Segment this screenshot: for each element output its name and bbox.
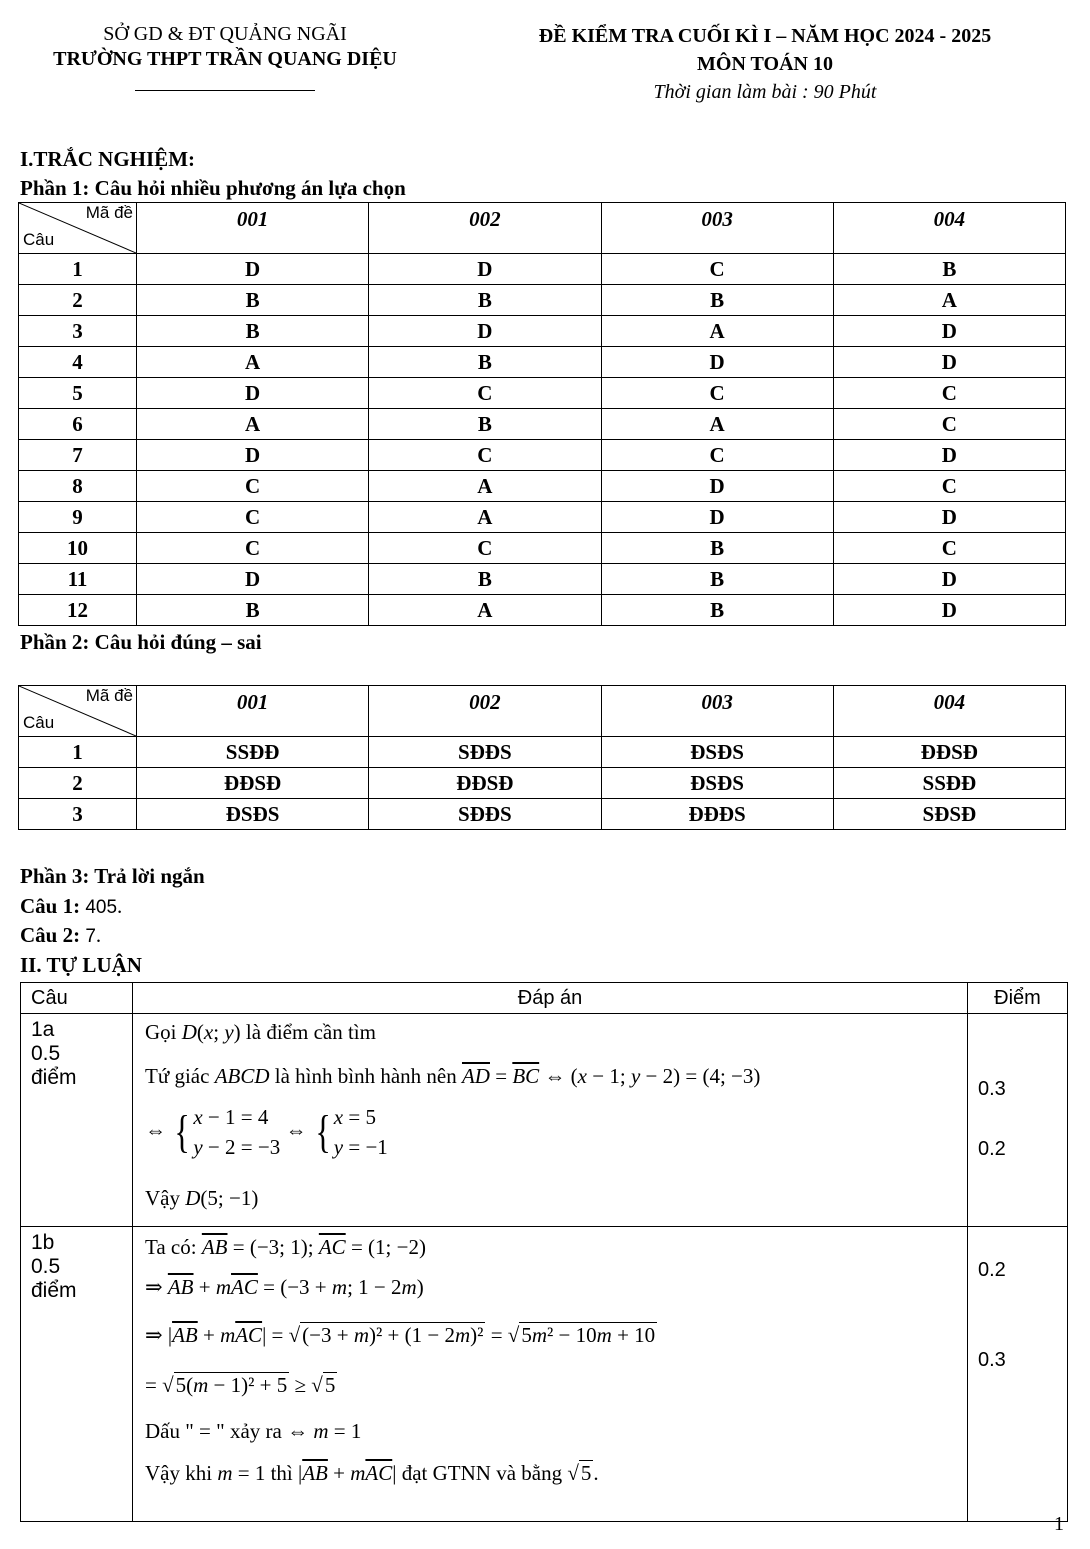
- short-answer-label: Câu 1:: [20, 894, 81, 918]
- header-right: [470, 22, 1060, 106]
- header-left: [20, 22, 430, 72]
- tf-table-row: [19, 768, 1066, 799]
- answer-cell: ĐSĐS: [601, 737, 833, 768]
- corner-cell: [19, 686, 137, 737]
- answer-cell: SĐĐS: [369, 799, 601, 830]
- page-number: 1: [1054, 1513, 1064, 1535]
- answer-text: là hình bình hành nên: [269, 1064, 462, 1088]
- answer-cell: B: [601, 595, 833, 626]
- answer-line: Vậy D(5; −1): [145, 1186, 259, 1210]
- answer-cell: B: [369, 409, 601, 440]
- mc-table-row: [19, 440, 1066, 471]
- answer-cell: ĐĐSĐ: [833, 737, 1065, 768]
- answer-cell: B: [601, 564, 833, 595]
- answer-cell: B: [369, 285, 601, 316]
- answer-cell: C: [833, 533, 1065, 564]
- answer-cell: C: [137, 533, 369, 564]
- tf-table-header: [19, 686, 1066, 737]
- question-number: 5: [19, 378, 137, 409]
- code-header: 004: [833, 203, 1065, 254]
- question-number: 3: [19, 316, 137, 347]
- code-header: 004: [833, 686, 1065, 737]
- answer-cell: A: [601, 409, 833, 440]
- essay-header-answer: Đáp án: [133, 983, 968, 1014]
- question-label: 1a 0.5 điểm: [31, 1018, 77, 1089]
- short-answer-value: 405: [85, 897, 118, 918]
- answer-text: Vậy khi: [145, 1461, 218, 1485]
- question-number: 8: [19, 471, 137, 502]
- answer-text: Ta có:: [145, 1235, 202, 1259]
- answer-cell: A: [369, 595, 601, 626]
- answer-cell: D: [833, 316, 1065, 347]
- part3-title: Phần 3: Trả lời ngắn: [20, 864, 205, 888]
- answer-cell: C: [601, 254, 833, 285]
- section-title-multiple-choice: I.TRẮC NGHIỆM:: [20, 147, 196, 171]
- answer-cell: D: [833, 595, 1065, 626]
- question-label: 1b 0.5 điểm: [31, 1231, 77, 1302]
- answer-cell: B: [369, 564, 601, 595]
- question-number: 2: [19, 768, 137, 799]
- essay-header-score: Điểm: [968, 983, 1068, 1014]
- answer-cell: C: [369, 378, 601, 409]
- answer-line: Dấu " = " xảy ra ⇔ m = 1: [145, 1419, 362, 1443]
- answer-cell: SSĐĐ: [137, 737, 369, 768]
- mc-table-row: [19, 378, 1066, 409]
- part2-title: Phần 2: Câu hỏi đúng – sai: [20, 630, 262, 654]
- answer-cell: C: [369, 440, 601, 471]
- question-number: 3: [19, 799, 137, 830]
- answer-cell: A: [369, 471, 601, 502]
- mc-table-row: [19, 533, 1066, 564]
- essay-table-header: [21, 983, 1068, 1014]
- answer-cell: B: [137, 595, 369, 626]
- answer-cell: C: [833, 471, 1065, 502]
- answer-cell: D: [833, 347, 1065, 378]
- answer-line: Tứ giác ABCD là hình bình hành nên $\overline{AD} = \overline{BC}$ ⇔ (x − 1; y − 2) = (4; −3): [145, 1064, 761, 1088]
- code-header: 003: [601, 203, 833, 254]
- answer-cell: [133, 1227, 968, 1522]
- answer-cell: B: [369, 347, 601, 378]
- answer-cell: ĐĐSĐ: [137, 768, 369, 799]
- answer-cell: D: [601, 471, 833, 502]
- part1-title: Phần 1: Câu hỏi nhiều phương án lựa chọn: [20, 176, 406, 200]
- answer-line: Ta có: $\overline{AB} = (-3$; 1); $\overline{AC} = (1$; −2): [145, 1235, 426, 1259]
- answer-cell: A: [369, 502, 601, 533]
- short-answer-period: .: [95, 923, 102, 947]
- answer-text: là điểm cần tìm: [240, 1020, 376, 1044]
- mc-table-row: [19, 409, 1066, 440]
- answer-cell: A: [601, 316, 833, 347]
- answer-cell: C: [369, 533, 601, 564]
- subject-title: MÔN TOÁN 10: [697, 53, 833, 75]
- score-cell: [968, 1227, 1068, 1522]
- short-answer-label: Câu 2:: [20, 923, 81, 947]
- answer-cell: D: [833, 440, 1065, 471]
- section-title-essay: II. TỰ LUẬN: [20, 953, 142, 977]
- answer-text: thì: [265, 1461, 299, 1485]
- answer-cell: D: [601, 502, 833, 533]
- score-value: 0.3: [978, 1349, 1006, 1371]
- mc-table-row: [19, 502, 1066, 533]
- mc-table-row: [19, 347, 1066, 378]
- answer-cell: ĐĐSĐ: [369, 768, 601, 799]
- answer-cell: ĐSĐS: [137, 799, 369, 830]
- answer-text: Gọi: [145, 1020, 182, 1044]
- short-answer-1: [20, 893, 122, 921]
- score-cell: [968, 1014, 1068, 1227]
- exam-title: ĐỀ KIỂM TRA CUỐI KÌ I – NĂM HỌC 2024 - 2025: [538, 25, 992, 47]
- question-number: 9: [19, 502, 137, 533]
- code-header: 003: [601, 686, 833, 737]
- answer-text: Vậy: [145, 1186, 186, 1210]
- answer-text: Tứ giác: [145, 1064, 215, 1088]
- exam-time: Thời gian làm bài : 90 Phút: [653, 81, 877, 103]
- answer-cell: C: [833, 409, 1065, 440]
- answer-cell: B: [833, 254, 1065, 285]
- answer-cell: A: [137, 409, 369, 440]
- answer-line: ⇔ { x − 1 = 4 y − 2 = −3 ⇔ { x = 5 y = −1: [145, 1105, 388, 1159]
- question-number: 10: [19, 533, 137, 564]
- school-name: TRƯỜNG THPT TRẦN QUANG DIỆU: [53, 48, 397, 70]
- answer-cell: [133, 1014, 968, 1227]
- mc-table-row: [19, 595, 1066, 626]
- answer-line: Gọi D(x; y) là điểm cần tìm: [145, 1020, 376, 1044]
- question-number: 1: [19, 737, 137, 768]
- answer-line: = √5(m − 1)² + 5 ≥ √5: [145, 1373, 336, 1397]
- answer-cell: SSĐĐ: [833, 768, 1065, 799]
- answer-cell: B: [601, 285, 833, 316]
- tf-table-body: [19, 737, 1066, 830]
- mc-table-row: [19, 285, 1066, 316]
- answer-cell: B: [601, 533, 833, 564]
- mc-table-body: [19, 254, 1066, 626]
- question-number: 2: [19, 285, 137, 316]
- mc-table-row: [19, 471, 1066, 502]
- question-label-cell: [21, 1227, 133, 1522]
- answer-cell: SĐSĐ: [833, 799, 1065, 830]
- answer-text: Dấu " = " xảy ra: [145, 1419, 288, 1443]
- answer-cell: D: [369, 254, 601, 285]
- answer-cell: D: [137, 254, 369, 285]
- essay-row-1a: [21, 1014, 1068, 1227]
- essay-row-1b: [21, 1227, 1068, 1522]
- short-answer-period: .: [117, 894, 123, 918]
- question-number: 6: [19, 409, 137, 440]
- code-header: 002: [369, 203, 601, 254]
- answer-cell: B: [137, 316, 369, 347]
- answer-cell: D: [369, 316, 601, 347]
- answer-line: Vậy khi m = 1 thì $|\overline{AB} + m\overline{AC}|$ đạt GTNN và bằng √5.: [145, 1461, 599, 1485]
- corner-cell: [19, 203, 137, 254]
- answer-cell: B: [137, 285, 369, 316]
- code-header: 001: [137, 203, 369, 254]
- answer-cell: A: [137, 347, 369, 378]
- answer-line: ⇒ $|\overline{AB} + m\overline{AC}| = √(-3 + m)^2 + (1 - 2m)^2 = √5m^2 - 10m + 10$: [145, 1323, 656, 1347]
- answer-cell: D: [833, 502, 1065, 533]
- tf-table-row: [19, 737, 1066, 768]
- answer-cell: SĐĐS: [369, 737, 601, 768]
- question-number: 1: [19, 254, 137, 285]
- answer-line: ⇒ $\overline{AB} + m\overline{AC} = (-3 + m$; 1 − 2m): [145, 1275, 424, 1299]
- corner-code-label: Mã đề: [85, 686, 133, 705]
- code-header: 001: [137, 686, 369, 737]
- score-value: 0.2: [978, 1138, 1006, 1160]
- question-number: 4: [19, 347, 137, 378]
- answer-text: đạt GTNN và bằng: [396, 1461, 568, 1485]
- answer-cell: C: [601, 378, 833, 409]
- question-number: 7: [19, 440, 137, 471]
- score-value: 0.2: [978, 1259, 1006, 1281]
- short-answer-value: 7: [85, 926, 96, 947]
- essay-header-question: Câu: [21, 983, 133, 1014]
- code-header: 002: [369, 686, 601, 737]
- answer-cell: D: [137, 440, 369, 471]
- answer-cell: ĐSĐS: [601, 768, 833, 799]
- answer-cell: D: [137, 564, 369, 595]
- tf-answer-table: [18, 685, 1066, 830]
- question-label-cell: [21, 1014, 133, 1227]
- tf-table-row: [19, 799, 1066, 830]
- answer-cell: D: [137, 378, 369, 409]
- question-number: 12: [19, 595, 137, 626]
- essay-answer-table: [20, 982, 1068, 1522]
- answer-cell: C: [601, 440, 833, 471]
- department-name: SỞ GD & ĐT QUẢNG NGÃI: [103, 23, 347, 45]
- mc-answer-table: [18, 202, 1066, 626]
- answer-cell: D: [833, 564, 1065, 595]
- mc-table-header: [19, 203, 1066, 254]
- answer-cell: A: [833, 285, 1065, 316]
- mc-table-row: [19, 254, 1066, 285]
- mc-table-row: [19, 564, 1066, 595]
- answer-cell: C: [137, 502, 369, 533]
- header-divider: [135, 90, 315, 91]
- answer-cell: ĐĐĐS: [601, 799, 833, 830]
- corner-code-label: Mã đề: [85, 203, 133, 222]
- corner-question-label: Câu: [23, 230, 55, 249]
- question-number: 11: [19, 564, 137, 595]
- score-value: 0.3: [978, 1078, 1006, 1100]
- corner-question-label: Câu: [23, 713, 55, 732]
- mc-table-row: [19, 316, 1066, 347]
- short-answer-2: [20, 922, 101, 950]
- answer-cell: D: [601, 347, 833, 378]
- answer-cell: C: [137, 471, 369, 502]
- answer-cell: C: [833, 378, 1065, 409]
